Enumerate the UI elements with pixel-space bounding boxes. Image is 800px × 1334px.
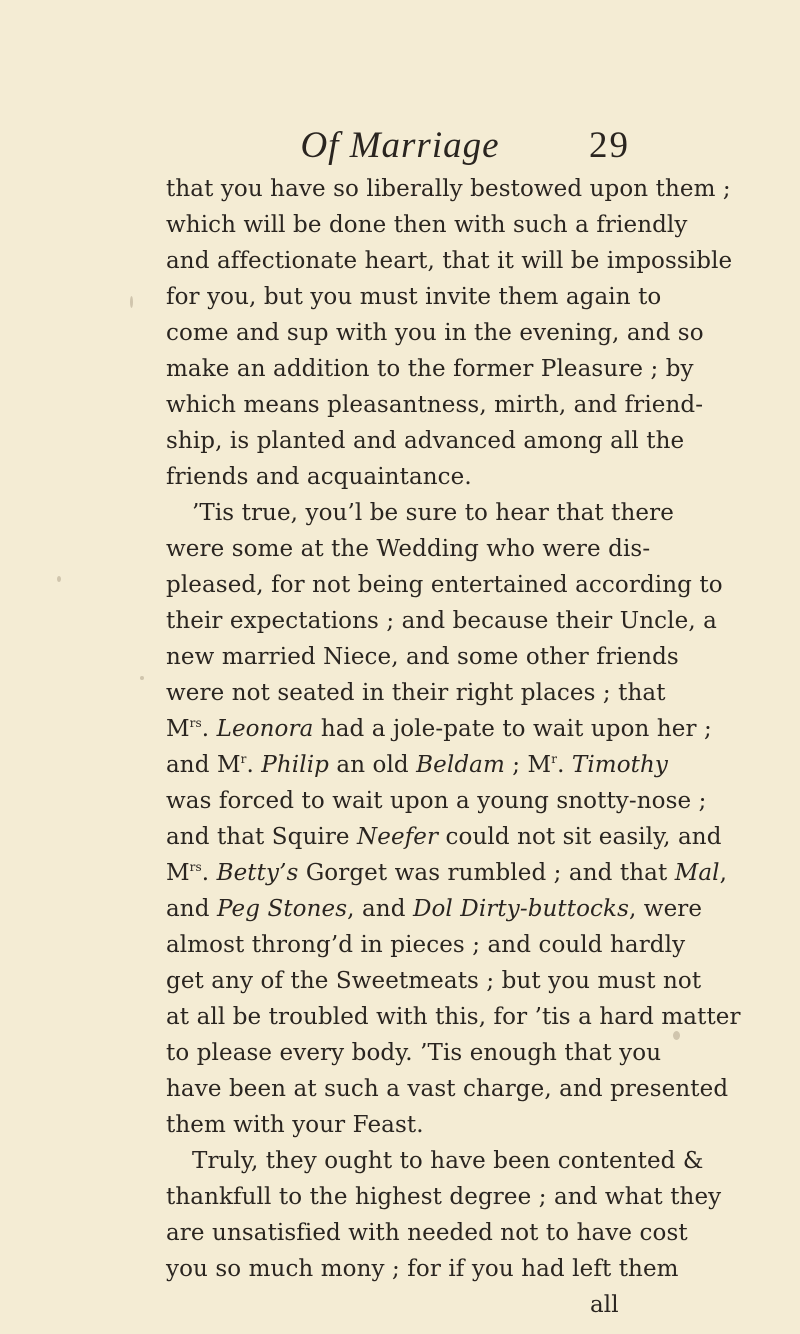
italic-text: Timothy	[571, 752, 668, 778]
text-run: were not seated in their right places ; that	[166, 680, 666, 706]
text-run: have been at such a vast charge, and presented	[166, 1076, 729, 1102]
text-line	[166, 1179, 722, 1215]
text-run: that you have so liberally bestowed upon them ;	[166, 176, 731, 202]
text-run: could not sit easily, and	[438, 824, 722, 850]
text-run: ; M	[504, 752, 552, 778]
italic-text: Peg Stones	[216, 896, 348, 922]
italic-text: Leonora	[216, 716, 314, 742]
text-run: new married Niece, and some other friends	[166, 644, 679, 670]
text-run: were some at the Wedding who were dis-	[166, 536, 651, 562]
paper-spot	[673, 1031, 680, 1040]
text-run: which will be done then with such a friendly	[166, 212, 688, 238]
text-run: M	[166, 860, 190, 886]
italic-text: Mal	[674, 860, 720, 886]
italic-text: Betty’s	[216, 860, 299, 886]
text-run: ship, is planted and advanced among all the	[166, 428, 685, 454]
text-run: M	[166, 716, 190, 742]
text-line	[166, 891, 703, 927]
text-run: had a jole-pate to wait upon her ;	[313, 716, 712, 742]
text-line	[166, 567, 723, 603]
text-run: pleased, for not being entertained according to	[166, 572, 723, 598]
text-run: for you, but you must invite them again to	[166, 284, 662, 310]
text-run: their expectations ; and because their Uncle, a	[166, 608, 717, 634]
text-line	[166, 819, 722, 855]
text-run: was forced to wait upon a young snotty-nose ;	[166, 788, 707, 814]
paper-spot	[57, 576, 61, 582]
text-line	[166, 423, 685, 459]
text-line	[166, 279, 662, 315]
text-line	[192, 495, 674, 531]
text-run: .	[201, 716, 217, 742]
text-run: which means pleasantness, mirth, and friend-	[166, 392, 704, 418]
text-line	[166, 1071, 729, 1107]
italic-text: Dol Dirty-buttocks	[412, 896, 629, 922]
superscript: r	[551, 752, 558, 766]
italic-text: Neefer	[357, 824, 439, 850]
text-run: them with your Feast.	[166, 1112, 424, 1138]
text-run: to please every body. ’Tis enough that you	[166, 1040, 662, 1066]
text-line	[166, 711, 712, 747]
text-run: friends and acquaintance.	[166, 464, 472, 490]
text-line	[166, 999, 741, 1035]
text-line	[166, 1035, 662, 1071]
running-head-title: Of Marriage	[300, 125, 500, 166]
text-run: you so much mony ; for if you had left them	[166, 1256, 679, 1282]
text-line	[166, 675, 666, 711]
text-run: get any of the Sweetmeats ; but you must not	[166, 968, 702, 994]
text-run: and affectionate heart, that it will be impossible	[166, 248, 733, 274]
italic-text: Beldam	[416, 752, 505, 778]
text-line	[166, 963, 702, 999]
text-line	[166, 1107, 640, 1143]
text-run: at all be troubled with this, for ’tis a hard matter	[166, 1004, 741, 1030]
superscript: rs	[189, 716, 202, 730]
text-run: all	[590, 1292, 619, 1318]
text-run: are unsatisfied with needed not to have cost	[166, 1220, 688, 1246]
text-run: almost throng’d in pieces ; and could hardly	[166, 932, 686, 958]
text-line	[166, 1215, 688, 1251]
text-run: ,	[719, 860, 728, 886]
text-run: and	[166, 896, 217, 922]
text-line	[166, 207, 688, 243]
text-run: come and sup with you in the evening, and so	[166, 320, 704, 346]
text-run: .	[246, 752, 262, 778]
text-run: an old	[328, 752, 417, 778]
text-line	[166, 855, 728, 891]
text-run: .	[201, 860, 217, 886]
superscript: rs	[189, 860, 202, 874]
text-line	[166, 351, 694, 387]
text-line	[192, 1143, 704, 1179]
text-run: Truly, they ought to have been contented &	[192, 1148, 704, 1174]
text-line	[166, 171, 731, 207]
catchword	[590, 1287, 650, 1323]
text-run: , were	[628, 896, 703, 922]
text-line	[166, 783, 707, 819]
text-line	[166, 603, 717, 639]
paper-spot	[130, 296, 133, 308]
running-head	[0, 120, 800, 170]
text-run: and M	[166, 752, 241, 778]
text-run: make an addition to the former Pleasure ; by	[166, 356, 694, 382]
superscript: r	[240, 752, 247, 766]
text-line	[166, 1251, 679, 1287]
text-line	[166, 315, 704, 351]
italic-text: Philip	[261, 752, 329, 778]
text-line	[166, 459, 640, 495]
text-line	[166, 639, 679, 675]
text-run: , and	[347, 896, 413, 922]
paper-spot	[140, 676, 144, 680]
page-number: 29	[589, 125, 630, 166]
text-run: ’Tis true, you’l be sure to hear that there	[192, 500, 674, 526]
text-run: Gorget was rumbled ; and that	[298, 860, 675, 886]
text-line	[166, 531, 651, 567]
text-run: and that Squire	[166, 824, 358, 850]
text-line	[166, 747, 668, 783]
text-line	[166, 243, 733, 279]
text-run: .	[557, 752, 572, 778]
text-line	[166, 927, 686, 963]
text-run: thankfull to the highest degree ; and what they	[166, 1184, 722, 1210]
text-line	[166, 387, 704, 423]
